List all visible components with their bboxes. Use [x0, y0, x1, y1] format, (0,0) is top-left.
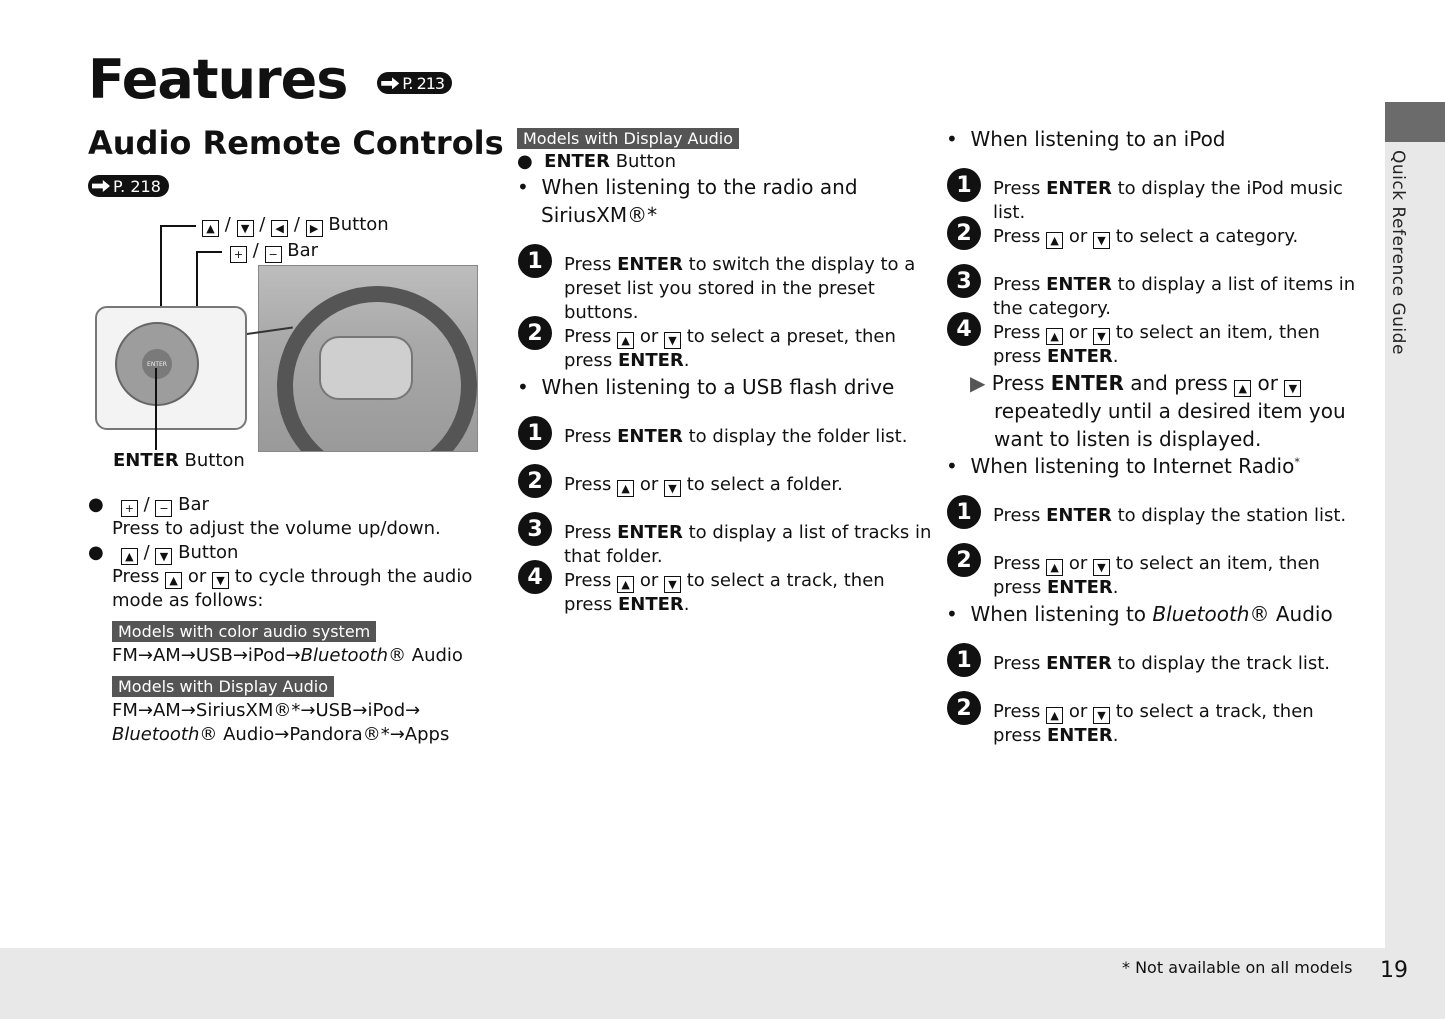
radio-step-2 — [564, 326, 896, 349]
mode-bt: Bluetooth — [300, 645, 389, 666]
bullet: • — [946, 127, 958, 151]
w: or — [1068, 553, 1088, 574]
bullet-text: When listening to a USB flash drive — [541, 375, 895, 399]
w: Press — [564, 254, 618, 275]
up-key-icon: ▲ — [1046, 559, 1063, 576]
radio-bullet-2: SiriusXM®* — [541, 203, 658, 227]
enter-button-icon: ENTER — [142, 349, 172, 379]
step-2-icon: 2 — [518, 316, 552, 350]
models-tag-display — [112, 676, 334, 697]
w: ENTER — [617, 254, 683, 275]
step-2-icon: 2 — [518, 464, 552, 498]
w: Press — [564, 474, 612, 495]
step-1-icon: 1 — [947, 495, 981, 529]
bullet-dot: ● — [88, 542, 104, 563]
enter-rest: Button — [178, 450, 245, 471]
w: ENTER — [617, 594, 684, 615]
up-key-icon: ▲ — [202, 220, 219, 237]
bullet: • — [517, 375, 529, 399]
enter-rest: Button — [609, 151, 676, 172]
models-tag-middle — [517, 128, 739, 149]
tag-text: Models with Display Audio — [517, 128, 739, 149]
radio-step-1-l2: preset list you stored in the preset — [564, 278, 875, 299]
bt-step-2-l2: press ENTER. — [993, 725, 1119, 746]
usb-step-1 — [564, 426, 907, 447]
up-key-icon: ▲ — [165, 572, 182, 589]
plus-key-icon: + — [121, 500, 138, 517]
radio-bullet — [517, 175, 858, 199]
bt-step-1 — [993, 653, 1330, 674]
radio-net-step-2-l2: press ENTER. — [993, 577, 1119, 598]
button-item-label: Button — [178, 542, 239, 563]
w: to display the station list. — [1111, 505, 1347, 526]
ipod-tip-l2: repeatedly until a desired item you — [994, 399, 1346, 423]
mode-sequence-color — [112, 645, 463, 666]
up-key-icon: ▲ — [617, 480, 634, 497]
step-1-icon: 1 — [518, 244, 552, 278]
up-key-icon: ▲ — [1046, 707, 1063, 724]
w: ENTER — [1046, 653, 1112, 674]
directional-pad-icon — [115, 322, 199, 406]
slash: / — [224, 214, 231, 235]
ipod-tip-l3: want to listen is displayed. — [994, 427, 1262, 451]
side-tab-marker — [1385, 102, 1445, 142]
steering-wheel-photo — [258, 265, 478, 452]
up-key-icon: ▲ — [121, 548, 138, 565]
down-key-icon: ▼ — [1093, 707, 1110, 724]
usb-step-3 — [564, 522, 931, 543]
w: Press — [993, 701, 1041, 722]
w: press — [993, 346, 1047, 367]
page-title-text: Features — [88, 48, 348, 111]
section-page-ref[interactable] — [88, 175, 169, 197]
w: Press — [564, 426, 618, 447]
enter-bold: ENTER — [113, 450, 179, 471]
page-title — [88, 48, 452, 111]
callout-line — [155, 368, 157, 450]
ipod-bullet — [946, 127, 1226, 151]
down-key-icon: ▼ — [212, 572, 229, 589]
slash: / — [143, 494, 150, 515]
step-1-icon: 1 — [518, 416, 552, 450]
down-key-icon: ▼ — [237, 220, 254, 237]
ipod-step-3 — [993, 274, 1355, 295]
mode-sequence-display-2 — [112, 724, 449, 745]
tag-text: Models with Display Audio — [112, 676, 334, 697]
section-title: Audio Remote Controls — [88, 124, 504, 162]
usb-step-4-l2: press ENTER. — [564, 594, 690, 615]
w: or — [1068, 322, 1088, 343]
w: to display a list of tracks in — [682, 522, 932, 543]
w: press — [993, 725, 1047, 746]
w: Press — [991, 371, 1051, 395]
w: to select a preset, then — [686, 326, 896, 347]
mode-bt: Bluetooth — [112, 724, 200, 745]
down-key-icon: ▼ — [1093, 232, 1110, 249]
w: Press — [993, 653, 1047, 674]
bar-item-desc: Press to adjust the volume up/down. — [112, 518, 441, 539]
w: press — [993, 577, 1047, 598]
up-key-icon: ▲ — [1046, 232, 1063, 249]
title-page-ref-text: P. 213 — [402, 73, 445, 93]
w: Bluetooth — [1152, 602, 1250, 626]
w: to switch the display to a — [682, 254, 916, 275]
down-key-icon: ▼ — [1093, 328, 1110, 345]
down-key-icon: ▼ — [155, 548, 172, 565]
button-item-desc — [112, 566, 472, 589]
enter-button-caption — [113, 450, 245, 471]
ipod-tip — [970, 371, 1301, 397]
minus-key-icon: − — [265, 246, 282, 263]
w: Press — [564, 326, 612, 347]
step-2-icon: 2 — [947, 216, 981, 250]
w: to select a category. — [1115, 226, 1299, 247]
title-page-ref[interactable] — [377, 72, 452, 94]
bullet-text: When listening to an iPod — [970, 127, 1226, 151]
usb-bullet — [517, 375, 894, 399]
up-key-icon: ▲ — [617, 332, 634, 349]
ipod-step-4-l2: press ENTER. — [993, 346, 1119, 367]
callout-line — [160, 225, 196, 227]
ipod-step-4 — [993, 322, 1320, 345]
w: to select a track, then — [1115, 701, 1314, 722]
w: to select a track, then — [686, 570, 885, 591]
w: ENTER — [617, 426, 683, 447]
usb-step-3-l2: that folder. — [564, 546, 663, 567]
side-tab-label: Quick Reference Guide — [1388, 150, 1408, 355]
up-key-icon: ▲ — [617, 576, 634, 593]
w: or — [639, 570, 659, 591]
word: or — [187, 566, 207, 587]
step-2-icon: 2 — [947, 543, 981, 577]
bullet-text: When listening to the radio and — [541, 175, 858, 199]
plus-key-icon: + — [230, 246, 247, 263]
radio-step-1-l3: buttons. — [564, 302, 639, 323]
w: to display the track list. — [1111, 653, 1331, 674]
arrow-icon — [381, 77, 399, 89]
down-key-icon: ▼ — [1284, 380, 1301, 397]
internet-radio-bullet — [946, 454, 1300, 478]
bullet-dot: ● — [517, 151, 533, 172]
ipod-step-1 — [993, 178, 1343, 199]
w: Press — [993, 553, 1041, 574]
tag-text: Models with color audio system — [112, 621, 376, 642]
enter-button-heading — [517, 151, 676, 172]
w: Press — [564, 522, 618, 543]
w: Press — [993, 505, 1047, 526]
page-number: 19 — [1380, 958, 1408, 983]
usb-step-4 — [564, 570, 885, 593]
w: ENTER — [617, 350, 684, 371]
button-item-desc-2: mode as follows: — [112, 590, 264, 611]
word: to cycle through the audio — [234, 566, 473, 587]
w: ENTER — [1046, 725, 1113, 746]
bt-step-2 — [993, 701, 1314, 724]
button-item — [88, 542, 238, 565]
mode-pre: FM→AM→USB→iPod→ — [112, 645, 301, 666]
slash: / — [293, 214, 300, 235]
mode-post: ® Audio — [388, 645, 463, 666]
w: Press — [564, 570, 612, 591]
honda-logo-icon — [319, 336, 413, 400]
w: to select an item, then — [1115, 553, 1320, 574]
left-key-icon: ◀ — [271, 220, 288, 237]
radio-net-step-2 — [993, 553, 1320, 576]
step-3-icon: 3 — [518, 512, 552, 546]
down-key-icon: ▼ — [1093, 559, 1110, 576]
ipod-step-3-l2: the category. — [993, 298, 1111, 319]
step-1-icon: 1 — [947, 168, 981, 202]
step-1-icon: 1 — [947, 643, 981, 677]
w: ENTER — [617, 522, 683, 543]
w: or — [1068, 701, 1088, 722]
w: Press — [993, 322, 1041, 343]
mode-sequence-display-1: FM→AM→SiriusXM®*→USB→iPod→ — [112, 700, 421, 721]
w: ENTER — [1046, 346, 1113, 367]
step-4-icon: 4 — [518, 560, 552, 594]
w: or — [639, 474, 659, 495]
bullet: • — [946, 602, 958, 626]
w: When listening to — [970, 602, 1153, 626]
bullet-dot: ● — [88, 494, 104, 515]
bar-label: Bar — [287, 240, 319, 261]
down-key-icon: ▼ — [664, 332, 681, 349]
step-3-icon: 3 — [947, 264, 981, 298]
w: ENTER — [1046, 274, 1112, 295]
slash: / — [143, 542, 150, 563]
w: ENTER — [1046, 505, 1112, 526]
bullet: • — [517, 175, 529, 199]
w: and press — [1123, 371, 1228, 395]
w: ENTER — [1046, 178, 1112, 199]
diagram-bar-callout — [230, 240, 318, 263]
ipod-step-2 — [993, 226, 1298, 249]
down-key-icon: ▼ — [664, 480, 681, 497]
remote-controls-closeup — [95, 306, 247, 430]
enter-bold: ENTER — [544, 151, 610, 172]
radio-net-step-1 — [993, 505, 1346, 526]
up-key-icon: ▲ — [1234, 380, 1251, 397]
word: Press — [112, 566, 160, 587]
w: to select a folder. — [686, 474, 843, 495]
usb-step-2 — [564, 474, 843, 497]
w: or — [1257, 371, 1279, 395]
footnote: * Not available on all models — [1122, 958, 1353, 977]
w: or — [639, 326, 659, 347]
bullet: • — [946, 454, 958, 478]
section-page-ref-text: P. 218 — [113, 176, 161, 196]
models-tag-color — [112, 621, 376, 642]
w: to select an item, then — [1115, 322, 1320, 343]
footnote-star: * — [1294, 455, 1300, 469]
w: ENTER — [1046, 577, 1113, 598]
mode-post: ® Audio→Pandora®*→Apps — [199, 724, 450, 745]
bluetooth-bullet — [946, 602, 1333, 626]
w: Press — [993, 274, 1047, 295]
w: to display a list of items in — [1111, 274, 1356, 295]
bar-item-label: Bar — [178, 494, 209, 515]
radio-step-1 — [564, 254, 915, 275]
step-4-icon: 4 — [947, 312, 981, 346]
triangle-icon: ▶ — [970, 371, 986, 395]
button-label: Button — [328, 214, 389, 235]
minus-key-icon: − — [155, 500, 172, 517]
w: press — [564, 594, 618, 615]
w: ENTER — [1050, 371, 1124, 395]
callout-line — [196, 251, 222, 253]
radio-step-2-l2: press ENTER. — [564, 350, 690, 371]
down-key-icon: ▼ — [664, 576, 681, 593]
w: to display the iPod music — [1111, 178, 1343, 199]
slash: / — [252, 240, 259, 261]
slash: / — [259, 214, 266, 235]
arrow-icon — [92, 180, 110, 192]
w: ® Audio — [1249, 602, 1333, 626]
step-2-icon: 2 — [947, 691, 981, 725]
w: to display the folder list. — [682, 426, 908, 447]
bar-item — [88, 494, 209, 517]
w: Press — [993, 226, 1041, 247]
w: Press — [993, 178, 1047, 199]
diagram-button-callout — [202, 214, 389, 237]
up-key-icon: ▲ — [1046, 328, 1063, 345]
w: or — [1068, 226, 1088, 247]
bullet-text: When listening to Internet Radio — [970, 454, 1295, 478]
w: press — [564, 350, 618, 371]
ipod-step-1-l2: list. — [993, 202, 1026, 223]
right-key-icon: ▶ — [306, 220, 323, 237]
